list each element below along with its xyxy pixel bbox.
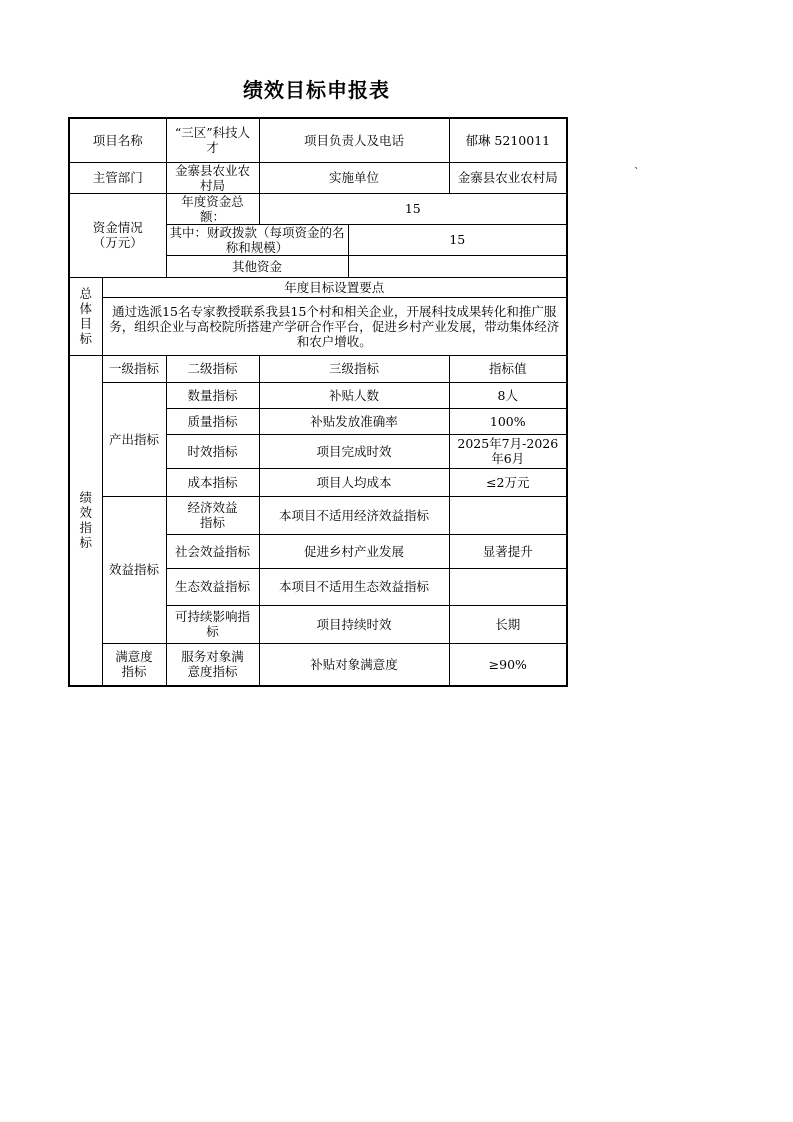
indicator-l3: 项目完成时效 <box>259 434 449 468</box>
project-name-label: 项目名称 <box>69 118 166 162</box>
indicator-l2: 数量指标 <box>166 382 259 408</box>
indicator-l2-text: 服务对象满意度指标 <box>181 649 244 680</box>
performance-side-char: 指 <box>79 520 92 536</box>
indicator-value <box>449 568 567 605</box>
header-level1: 一级指标 <box>102 355 166 382</box>
funds-other-label: 其他资金 <box>166 255 348 277</box>
indicator-value: 长期 <box>449 605 567 643</box>
goal-side-char: 体 <box>79 301 92 316</box>
funds-label <box>69 193 166 277</box>
funds-label-text: 资金情况（万元） <box>92 220 143 250</box>
indicator-l2 <box>166 605 259 643</box>
indicator-l3: 补贴发放准确率 <box>259 408 449 434</box>
indicator-l2 <box>166 643 259 686</box>
goal-header: 年度目标设置要点 <box>102 277 567 297</box>
header-level3: 三级指标 <box>259 355 449 382</box>
goal-side-char: 总 <box>79 286 92 301</box>
indicator-l2: 质量指标 <box>166 408 259 434</box>
satisfaction-label <box>102 643 166 686</box>
indicator-l2-text: 可持续影响指标 <box>175 609 251 639</box>
indicator-row <box>69 496 567 534</box>
project-name-row <box>69 118 567 162</box>
goal-side-char: 标 <box>79 331 92 346</box>
page-title: 绩效目标申报表 <box>243 78 390 102</box>
indicator-value: 8人 <box>449 382 567 408</box>
funds-total-row <box>69 193 567 224</box>
header-level2: 二级指标 <box>166 355 259 382</box>
indicator-l3: 项目人均成本 <box>259 468 449 496</box>
header-value: 指标值 <box>449 355 567 382</box>
performance-side-label <box>69 355 102 686</box>
indicator-l2: 时效指标 <box>166 434 259 468</box>
indicator-l3: 促进乡村产业发展 <box>259 534 449 568</box>
stray-mark: ` <box>634 166 640 179</box>
indicator-l3: 本项目不适用生态效益指标 <box>259 568 449 605</box>
output-label: 产出指标 <box>102 382 166 496</box>
project-name-value: “三区”科技人才 <box>166 118 259 162</box>
funds-fiscal-label: 其中：财政拨款（每项资金的名称和规模） <box>166 224 348 255</box>
indicator-row <box>69 382 567 408</box>
indicator-value: 2025年7月-2026年6月 <box>449 434 567 468</box>
indicator-value: 显著提升 <box>449 534 567 568</box>
department-row <box>69 162 567 193</box>
indicator-value: 100% <box>449 408 567 434</box>
indicator-header-row <box>69 355 567 382</box>
project-leader-value: 郁琳 5210011 <box>449 118 567 162</box>
project-leader-label: 项目负责人及电话 <box>259 118 449 162</box>
implementer-value: 金寨县农业农村局 <box>449 162 567 193</box>
indicator-value <box>449 496 567 534</box>
performance-side-char: 绩 <box>79 490 92 506</box>
implementer-label: 实施单位 <box>259 162 449 193</box>
goal-side-char: 目 <box>79 316 92 331</box>
goal-side-label <box>69 277 102 355</box>
indicator-l2: 社会效益指标 <box>166 534 259 568</box>
department-label: 主管部门 <box>69 162 166 193</box>
indicator-l2: 成本指标 <box>166 468 259 496</box>
indicator-l3: 本项目不适用经济效益指标 <box>259 496 449 534</box>
indicator-l2: 生态效益指标 <box>166 568 259 605</box>
goal-text: 通过选派15名专家教授联系我县15个村和相关企业，开展科技成果转化和推广服务，组织企业与高校院所搭建产学研合作平台，促进乡村产业发展，带动集体经济和农户增收。 <box>102 297 567 355</box>
indicator-l2 <box>166 496 259 534</box>
performance-side-char: 标 <box>79 535 92 551</box>
funds-fiscal-value: 15 <box>348 224 567 255</box>
indicator-l3: 项目持续时效 <box>259 605 449 643</box>
goal-text-row <box>69 297 567 355</box>
performance-target-form <box>68 117 568 687</box>
satisfaction-label-text: 满意度指标 <box>115 649 153 680</box>
benefit-label: 效益指标 <box>102 496 166 643</box>
funds-other-value <box>348 255 567 277</box>
indicator-l2-text: 经济效益指标 <box>187 500 238 530</box>
indicator-value: ≥90% <box>449 643 567 686</box>
indicator-row <box>69 643 567 686</box>
performance-side-char: 效 <box>79 505 92 521</box>
funds-total-value: 15 <box>259 193 567 224</box>
funds-total-label: 年度资金总额： <box>166 193 259 224</box>
indicator-l3: 补贴人数 <box>259 382 449 408</box>
department-value: 金寨县农业农村局 <box>166 162 259 193</box>
goal-header-row <box>69 277 567 297</box>
indicator-l3: 补贴对象满意度 <box>259 643 449 686</box>
indicator-value: ≤2万元 <box>449 468 567 496</box>
